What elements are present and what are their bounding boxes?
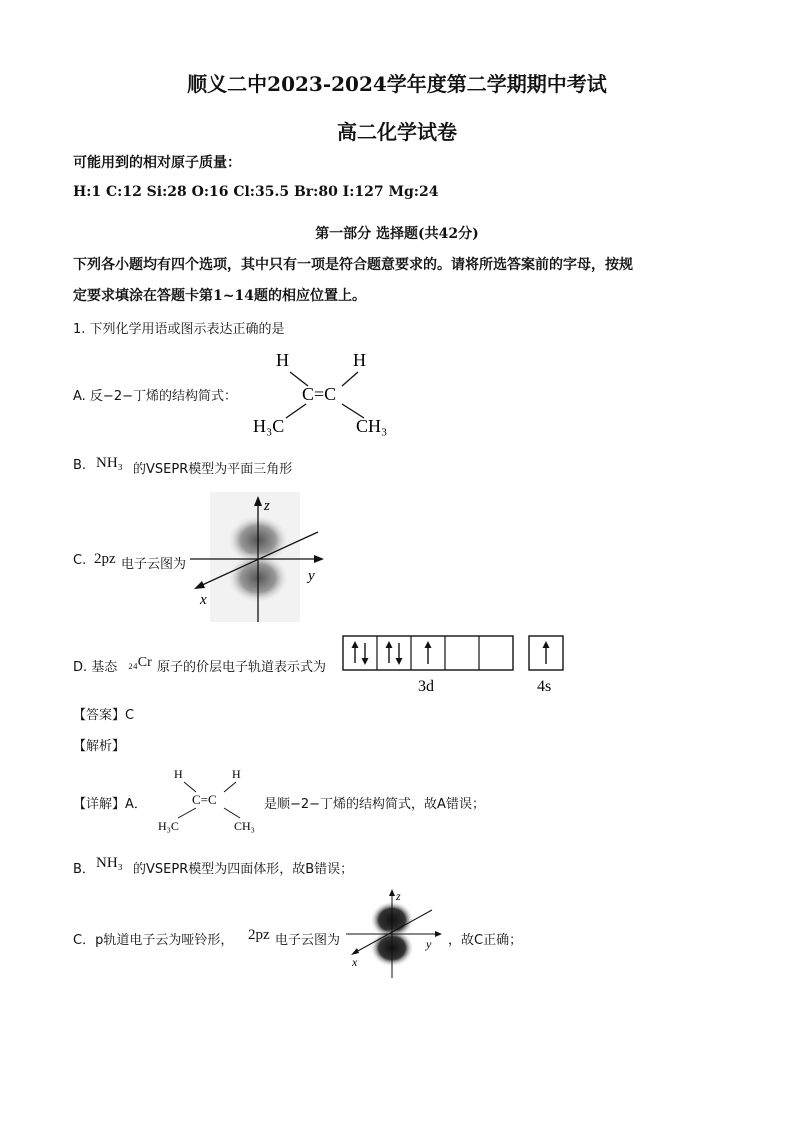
detail-a-text: 是顺−2−丁烯的结构简式，故A错误； xyxy=(264,797,485,812)
orbital-box2-arrows xyxy=(386,641,403,665)
option-b-text: 的VSEPR模型为平面三角形 xyxy=(133,462,293,477)
option-c-prefix: C. xyxy=(73,553,87,568)
option-d-text: 原子的价层电子轨道表示式为 xyxy=(157,660,327,675)
option-b-prefix: B. xyxy=(73,458,87,473)
h-top-left: H xyxy=(276,350,289,370)
orbital-4s-arrow xyxy=(543,641,550,664)
detail-b-text: 的VSEPR模型为四面体形，故B错误； xyxy=(133,862,354,877)
question1-stem: 1. 下列化学用语或图示表达正确的是 xyxy=(73,322,285,337)
small-z-axis-label: z xyxy=(396,889,401,903)
part1-instruction-line1: 下列各小题均有四个选项，其中只有一项是符合题意要求的。请将所选答案前的字母，按规 xyxy=(73,257,633,273)
detail-a-prefix: 【详解】A． xyxy=(73,797,147,812)
cis-h-left: H xyxy=(174,767,183,781)
option-d-prefix: D. 基态 xyxy=(73,660,118,675)
nh3-formula-b: NH₃ xyxy=(96,455,123,471)
part1-heading: 第一部分 选择题(共42分) xyxy=(315,226,479,242)
detail-c-mid: 电子云图为 xyxy=(275,933,341,948)
option-c-text: 电子云图为 xyxy=(121,557,187,572)
detail-c-prefix: C．p轨道电子云为哑铃形， xyxy=(73,933,234,948)
atomic-mass-label: 可能用到的相对原子质量： xyxy=(73,155,241,171)
cis-ch3: CH₃ xyxy=(234,819,255,833)
answer-line: 【答案】C xyxy=(73,708,135,723)
p-orbital-cloud-figure xyxy=(180,492,330,624)
analysis-label: 【解析】 xyxy=(73,739,126,754)
p-orbital-formula-c: 2pz xyxy=(94,551,116,567)
cis-h3c: H₃C xyxy=(158,819,179,833)
label-3d: 3d xyxy=(418,678,434,695)
cis-double-bond: C=C xyxy=(192,792,217,807)
cis-h-right: H xyxy=(232,767,241,781)
cr-symbol: ₂₄Cr xyxy=(128,655,152,670)
p-orbital-cloud-figure-small xyxy=(340,886,450,980)
h-top-right: H xyxy=(353,350,366,370)
double-bond: C=C xyxy=(302,384,337,404)
cis-2-butene-structure xyxy=(152,762,264,834)
small-y-axis-label: y xyxy=(426,937,432,951)
atomic-mass-values: H:1 C:12 Si:28 O:16 Cl:35.5 Br:80 I:127 Mg:24 xyxy=(73,184,439,200)
detail-c-text: ，故C正确； xyxy=(448,933,523,948)
orbital-box1-arrows xyxy=(352,641,369,665)
x-axis-label: x xyxy=(200,592,207,608)
p-orbital-formula-detail: 2pz xyxy=(248,927,270,943)
orbital-box3-arrow xyxy=(425,641,432,664)
nh3-formula-detail: NH₃ xyxy=(96,855,123,871)
option-a-text: A. 反−2−丁烯的结构简式： xyxy=(73,389,237,404)
y-axis-label: y xyxy=(308,568,315,584)
ch3-group: CH₃ xyxy=(356,416,388,436)
exam-subtitle: 高二化学试卷 xyxy=(337,120,457,144)
small-x-axis-label: x xyxy=(352,955,358,969)
h3c-group: H₃C xyxy=(253,416,285,436)
label-4s: 4s xyxy=(537,678,552,695)
z-axis-label: z xyxy=(264,498,270,514)
trans-2-butene-structure xyxy=(248,342,398,438)
exam-title: 顺义二中2023-2024学年度第二学期期中考试 xyxy=(187,72,607,96)
part1-instruction-line2: 定要求填涂在答题卡第1~14题的相应位置上。 xyxy=(73,288,366,304)
cr-orbital-diagram xyxy=(342,635,567,697)
detail-b-prefix: B． xyxy=(73,862,95,877)
